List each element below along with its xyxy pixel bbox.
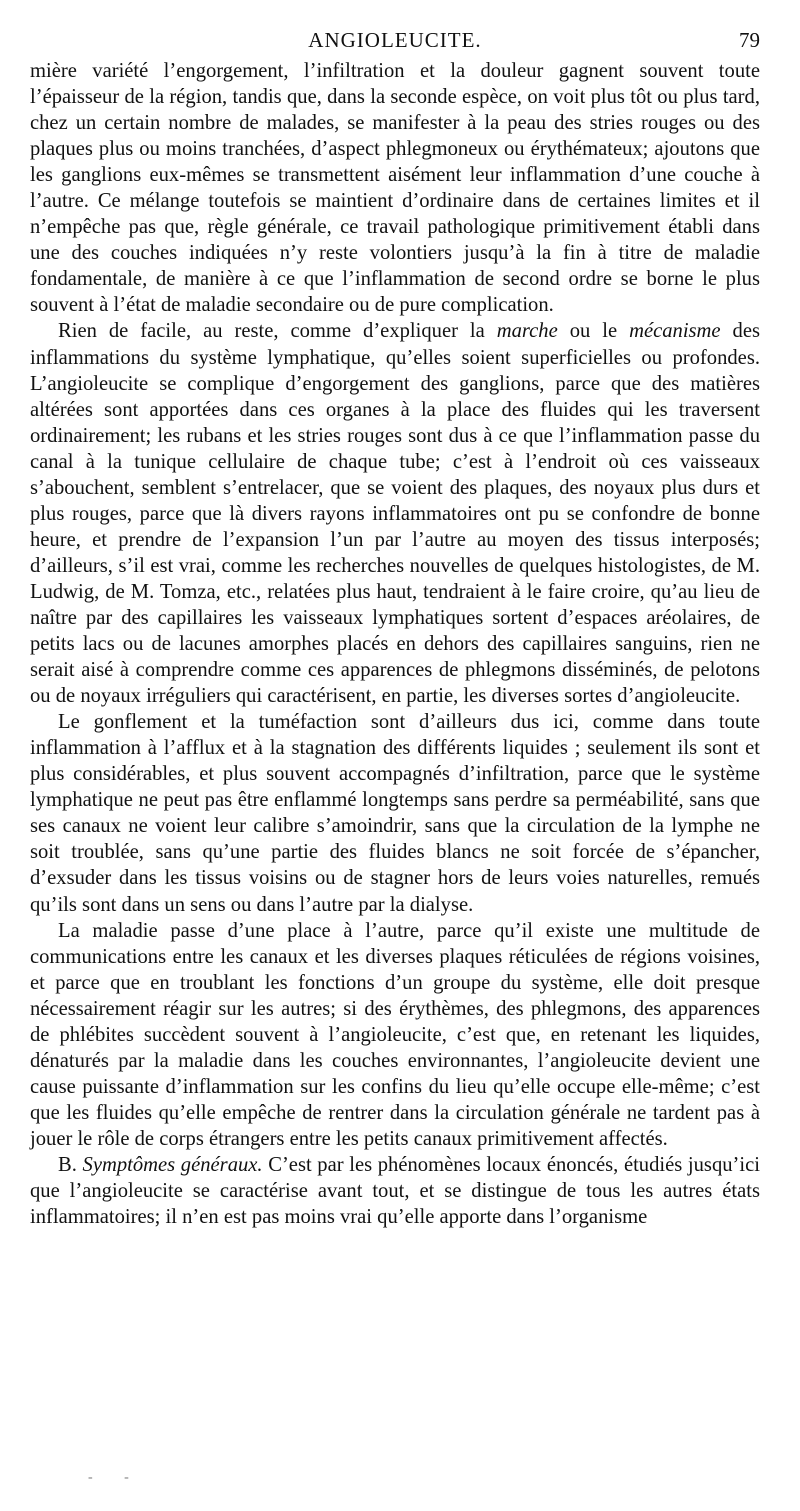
- paragraph-gonflement: Le gonflement et la tuméfaction sont d’ailleurs dus ici, comme dans toute inflammation à l’afflux et à la stagnation des différents liquides ; seulement ils sont et plus considérables, et plus souvent accompagnés d’infiltration, parce que le système lymphatique ne peut pas être enflammé longtemps sans perdre sa perméabilité, sans que ses canaux ne voient leur calibre s’amoindrir, sans que la circulation de la lymphe ne soit troublée, sans qu’une partie des fluides blancs ne soit forcée de s’épancher, d’exsuder dans les tissus voisins ou de stagner hors de leurs voies naturelles, remués qu’ils sont dans un sens ou dans l’autre par la dialyse.: [30, 711, 760, 916]
- page-number: 79: [739, 28, 760, 52]
- text-run: Rien de facile, au reste, comme d’expliquer la: [58, 320, 497, 343]
- running-title: ANGIOLEUCITE.: [308, 28, 482, 52]
- paragraph-continued: mière variété l’engorgement, l’infiltration et la douleur gagnent souvent toute l’épaisseur de la région, tandis que, dans la seconde espèce, on voit plus tôt ou plus tard, chez un certain nombre de malades, se manifester à la peau des stries rouges ou des plaques plus ou moins tranchées, d’aspect phlegmoneux ou érythémateux; ajoutons que les ganglions eux-mêmes se transmettent aisément leur inflammation d’une couche à l’autre. Ce mélange toutefois se maintient d’ordinaire dans de certaines limites et il n’empêche pas que, règle générale, ce travail pathologique primitivement établi dans une des couches indiquées n’y reste volontiers jusqu’à la fin à titre de maladie fondamentale, de manière à ce que l’inflammation de second ordre se borne le plus souvent à l’état de maladie secondaire ou de pure complication.: [30, 60, 760, 317]
- emphasis-marche: marche: [496, 320, 558, 343]
- emphasis-mecanisme: mécanisme: [629, 320, 721, 343]
- section-label: B.: [58, 1153, 83, 1176]
- paragraph-maladie-passe: La maladie passe d’une place à l’autre, parce qu’il existe une multitude de communications entre les canaux et les diverses plaques réticulées de régions voisines, et parce que en troublant les fonctions d’un groupe du système, elle doit presque nécessairement réagir sur les autres; si des érythèmes, des phlegmons, des apparences de phlébites succèdent souvent à l’angioleucite, c’est que, en retenant les liquides, dénaturés par la maladie dans les couches environnantes, l’angioleucite devient une cause puissante d’inflammation sur les confins du lieu qu’elle occupe elle-même; c’est que les fluides qu’elle empêche de rentrer dans la circulation générale ne tardent pas à jouer le rôle de corps étrangers entre les petits canaux primitivement affectés.: [30, 919, 760, 1150]
- body-text: [30, 58, 760, 1230]
- book-page: [30, 28, 760, 1230]
- text-run: des inflammations du système lymphatique, qu’elles soient superficielles ou profondes. L’angioleucite se complique d’engorgement des ganglions, parce que des matières altérées sont apportées dans ces organes à la place des fluides qui les traversent ordinairement; les rubans et les stries rouges sont dus à ce que l’inflammation passe du canal à la tunique cellulaire de chaque tube; c’est à l’endroit où ces vaisseaux s’abouchent, semblent s’entrelacer, que se voient des plaques, des noyaux plus durs et plus rouges, parce que là divers rayons inflammatoires ont pu se confondre de bonne heure, et prendre de l’expansion l’un par l’autre au moyen des tissus interposés; d’ailleurs, s’il est vrai, comme les recherches nouvelles de quelques histologistes, de M. Ludwig, de M. Tomza, etc., relatées plus haut, tendraient à le faire croire, qu’au lieu de naître par des capillaires les vaisseaux lymphatiques sortent d’espaces aréolaires, de petits lacs ou de lacunes amorphes placés en dehors des capillaires sanguins, rien ne serait aisé à comprendre comme ces apparences de phlegmons disséminés, de pelotons ou de noyaux irréguliers qui caractérisent, en partie, les diverses sortes d’angioleucite.: [30, 320, 760, 708]
- section-heading-symptomes: Symptômes généraux.: [82, 1153, 263, 1176]
- paragraph-symptomes-generaux: [30, 1152, 760, 1230]
- page-header: [30, 28, 760, 58]
- footer-marks: - -: [88, 1470, 143, 1485]
- text-run: ou le: [557, 320, 630, 343]
- text-run: C’est par les phénomènes locaux énoncés, étudiés jusqu’ici que l’angioleucite se caractérise avant tout, et se distingue de tous les autres états inflammatoires; il n’en est pas moins vrai qu’elle apporte dans l’organisme: [30, 1153, 760, 1229]
- paragraph-marche-mecanisme: [30, 318, 760, 709]
